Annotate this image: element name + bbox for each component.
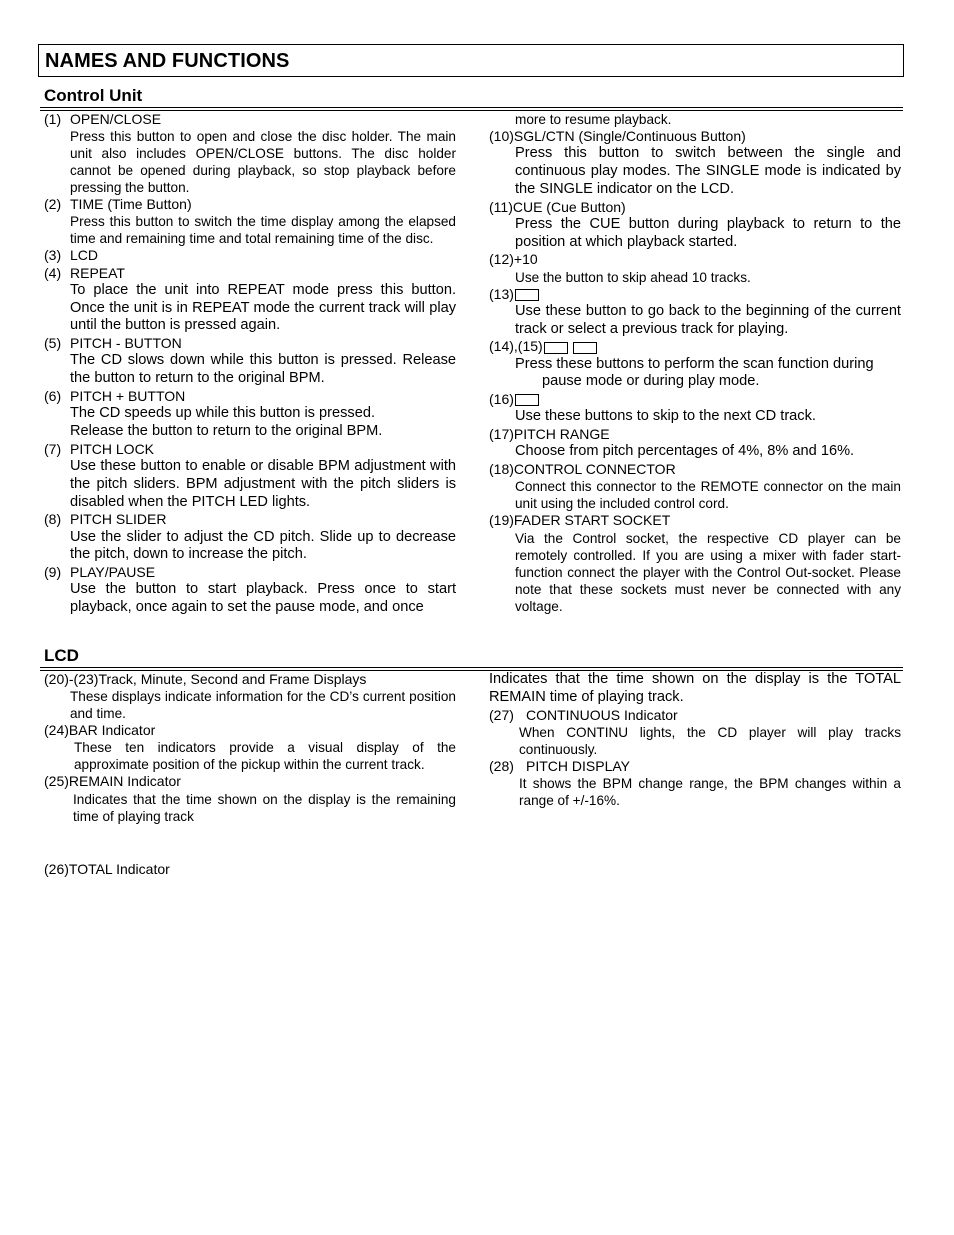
item-title: (19)FADER START SOCKET: [489, 512, 671, 529]
list-item: [489, 426, 901, 461]
item-number: (4): [44, 264, 62, 281]
item-description: When CONTINU lights, the CD player will play tracks continuously.: [519, 724, 901, 757]
list-item: [44, 441, 456, 512]
item-title: REPEAT: [70, 264, 125, 281]
list-item: [489, 251, 901, 285]
item-description: Via the Control socket, the respective CD player can be remotely controlled. If you are using a mixer with fader start-function connect the player with the Control Out-socket. Please note that these sockets must never be connected with any voltage.: [515, 530, 901, 614]
item-title: (11)CUE (Cue Button): [489, 198, 626, 215]
section-divider: [40, 667, 903, 668]
item-number: (9): [44, 564, 62, 581]
item-description: To place the unit into REPEAT mode press this button. Once the unit is in REPEAT mode the current track will play until the button is pressed again.: [70, 281, 456, 334]
list-item: [44, 247, 456, 264]
item-description: The CD speeds up while this button is pressed.: [70, 405, 376, 422]
item-description: These displays indicate information for the CD’s current position and time.: [70, 689, 456, 722]
item-number: (27): [489, 706, 514, 723]
item-number: (28): [489, 757, 514, 774]
item-number: (8): [44, 511, 62, 528]
item-title: TIME (Time Button): [70, 196, 192, 213]
item-title: (18)CONTROL CONNECTOR: [489, 461, 676, 478]
item-description: Use these buttons to skip to the next CD track.: [515, 408, 816, 425]
item-description: Press these buttons to perform the scan function during: [515, 355, 874, 372]
continued-text: Indicates that the time shown on the display is the TOTAL REMAIN time of playing track.: [489, 671, 901, 705]
list-item: [44, 511, 456, 564]
section-divider: [40, 107, 903, 108]
item-number: (7): [44, 440, 62, 457]
section-heading-control-unit: Control Unit: [44, 86, 143, 105]
next-track-key-icon: [515, 394, 539, 406]
continued-text: more to resume playback.: [515, 112, 672, 127]
lcd-right-column: [489, 671, 901, 809]
item-description: Press this button to switch between the single and continuous play modes. The SINGLE mode is indicated by the SINGLE indicator on the LCD.: [515, 145, 901, 197]
item-title: PITCH LOCK: [70, 440, 155, 457]
list-item: [44, 265, 456, 336]
previous-track-key-icon: [515, 289, 539, 301]
list-item: [489, 199, 901, 252]
list-item: [44, 564, 456, 617]
item-number: (3): [44, 247, 62, 264]
item-title: LCD: [70, 247, 99, 264]
list-item: [489, 128, 901, 199]
item-number: (5): [44, 335, 62, 352]
lcd-left-column: [44, 671, 456, 878]
item-title: (16): [489, 391, 514, 408]
item-description: pause mode or during play mode.: [542, 373, 760, 390]
item-description: Indicates that the time shown on the display is the remaining time of playing track: [73, 791, 456, 824]
item-title: (26)TOTAL Indicator: [44, 860, 170, 877]
item-description: Use the button to start playback. Press once to start playback, once again to set the pause mode, and once: [70, 581, 456, 616]
list-item: [489, 338, 901, 391]
item-description: Press this button to open and close the disc holder. The main unit also includes OPEN/CLOSE buttons. The disc holder cannot be opened during playback, so stop playback before pressing the button.: [70, 129, 456, 196]
list-item: [489, 707, 901, 758]
item-description: It shows the BPM change range, the BPM changes within a range of +/-16%.: [519, 776, 901, 808]
item-number: (6): [44, 388, 62, 404]
item-description: Press the CUE button during playback to return to the position at which playback started.: [515, 215, 901, 250]
item-description: Choose from pitch percentages of 4%, 8% and 16%.: [515, 443, 855, 460]
control-right-column: [489, 111, 901, 615]
item-title: PLAY/PAUSE: [70, 564, 156, 581]
item-title: (25)REMAIN Indicator: [44, 773, 181, 790]
scan-forward-key-icon: [573, 342, 597, 354]
section-heading-lcd: LCD: [44, 646, 79, 665]
list-item: [44, 196, 456, 247]
list-item: [44, 861, 456, 878]
control-left-column: [44, 111, 456, 617]
list-item: [489, 461, 901, 512]
item-description: Release the button to return to the original BPM.: [70, 423, 383, 439]
item-description: These ten indicators provide a visual display of the approximate position of the pickup within the current track.: [74, 740, 456, 773]
title-box: [38, 44, 904, 77]
item-description: Use the slider to adjust the CD pitch. Slide up to decrease the pitch, down to increase the pitch.: [70, 528, 456, 563]
list-item: [44, 335, 456, 388]
item-title: (14),(15): [489, 338, 543, 355]
item-title: (10)SGL/CTN (Single/Continuous Button): [489, 128, 746, 144]
list-item: [44, 111, 456, 196]
item-number: (2): [44, 196, 62, 213]
item-title: (17)PITCH RANGE: [489, 426, 610, 443]
item-title: PITCH SLIDER: [70, 511, 167, 528]
item-description: The CD slows down while this button is pressed. Release the button to return to the original BPM.: [70, 352, 456, 387]
item-title: (24)BAR Indicator: [44, 722, 156, 739]
item-description: Connect this connector to the REMOTE connector on the main unit using the included control cord.: [515, 479, 901, 512]
item-title: PITCH + BUTTON: [70, 388, 186, 404]
list-item: [489, 512, 901, 614]
item-number: (1): [44, 111, 62, 127]
item-title: PITCH - BUTTON: [70, 335, 182, 352]
list-item: [489, 286, 901, 339]
item-title: CONTINUOUS Indicator: [526, 706, 678, 723]
list-item: [44, 388, 456, 441]
list-item: [489, 758, 901, 809]
item-title: (20)-(23)Track, Minute, Second and Frame Displays: [44, 671, 367, 687]
item-title: PITCH DISPLAY: [526, 757, 630, 774]
item-title: (13): [489, 285, 514, 302]
item-description: Use these button to go back to the beginning of the current track or select a previous track for playing.: [515, 302, 901, 337]
list-item: [44, 671, 456, 722]
item-description: Use the button to skip ahead 10 tracks.: [515, 269, 751, 285]
page-title: NAMES AND FUNCTIONS: [45, 50, 290, 72]
item-title: (12)+10: [489, 251, 538, 268]
item-description: Use these button to enable or disable BPM adjustment with the pitch sliders. BPM adjustment with the pitch sliders is disabled when the PITCH LED lights.: [70, 458, 456, 510]
list-item: [44, 773, 456, 824]
scan-back-key-icon: [544, 342, 568, 354]
item-title: OPEN/CLOSE: [70, 111, 162, 127]
list-item: [44, 722, 456, 773]
list-item: [489, 391, 901, 426]
item-description: Press this button to switch the time display among the elapsed time and remaining time and total remaining time of the disc.: [70, 214, 456, 247]
